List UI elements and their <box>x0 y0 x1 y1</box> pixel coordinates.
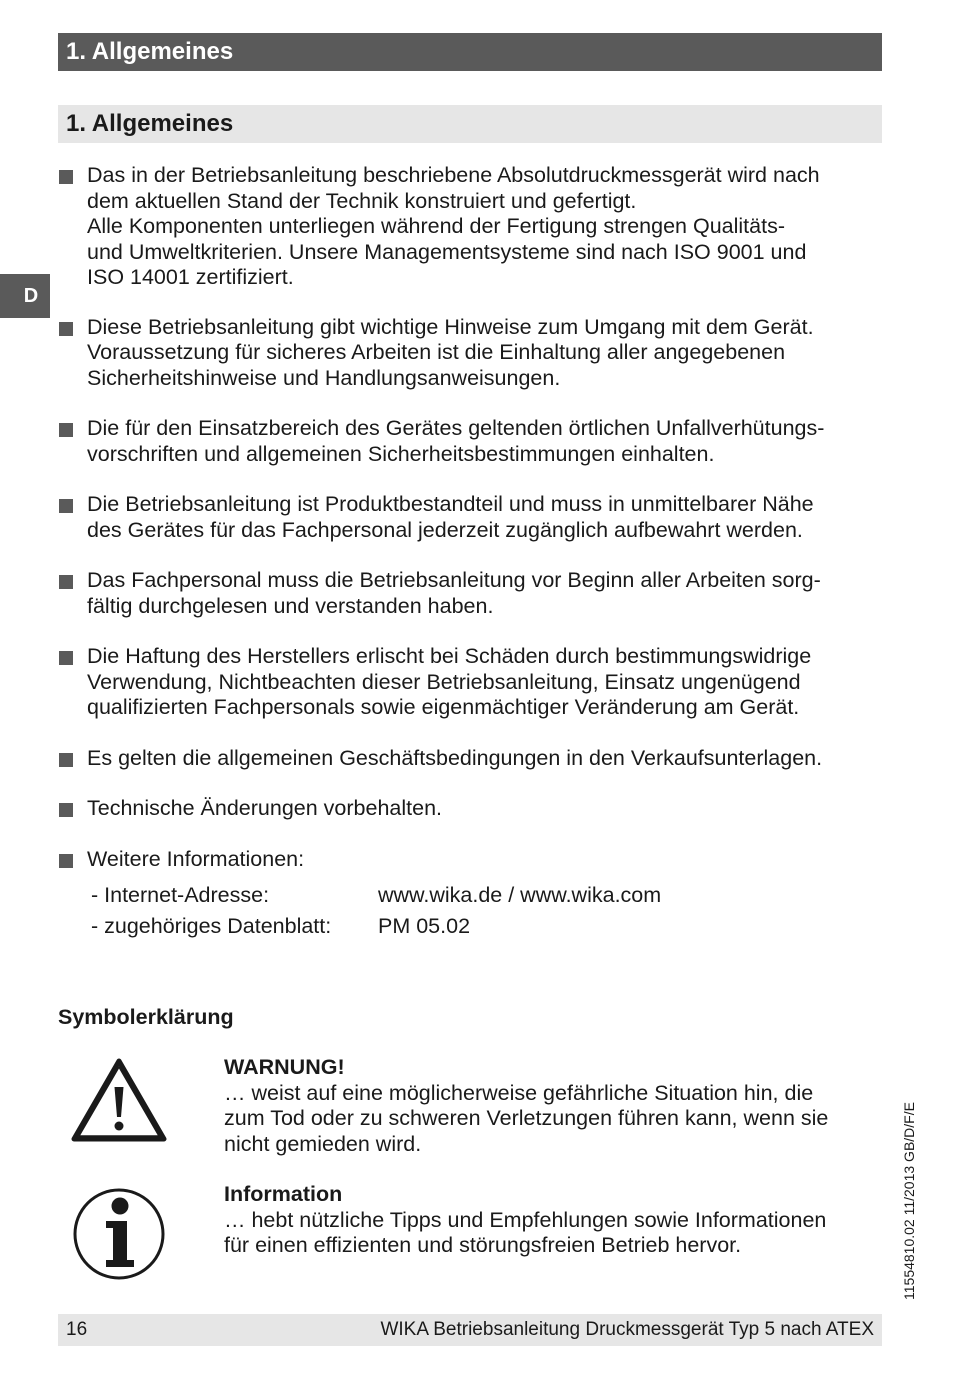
symbol-legend-title: Symbolerklärung <box>58 1005 234 1029</box>
square-bullet-icon <box>59 651 73 665</box>
square-bullet-icon <box>59 753 73 767</box>
list-item: Diese Betriebsanleitung gibt wichtige Hinweise zum Umgang mit dem Gerät. Voraussetzung für sicheres Arbeiten ist die Einhaltung aller angegebenen Sicherheitshinweise und Handlungsanweisungen. <box>58 315 882 392</box>
info-row-datasheet: - zugehöriges Datenblatt: PM 05.02 <box>87 911 882 942</box>
document-code-text: 11554810.02 11/2013 GB/D/F/E <box>901 1102 917 1300</box>
square-bullet-icon <box>59 423 73 437</box>
bullet-list <box>58 163 882 942</box>
list-item: Das in der Betriebsanleitung beschriebene Absolutdruckmessgerät wird nach dem aktuellen Stand der Technik konstruiert und gefertigt. Alle Komponenten unterliegen während der Fertigung strengen Qualitäts- und Umweltkriterien. Unsere Managementsysteme sind nach ISO 9001 und ISO 14001 zertifiziert. <box>58 163 882 291</box>
square-bullet-icon <box>59 499 73 513</box>
information-heading: Information <box>224 1182 343 1206</box>
section-header <box>58 105 882 143</box>
info-circle-icon <box>71 1186 167 1282</box>
info-row-internet: - Internet-Adresse: www.wika.de / www.wika.com <box>87 880 882 911</box>
chapter-title: 1. Allgemeines <box>66 38 234 65</box>
footer-title: WIKA Betriebsanleitung Druckmessgerät Typ 5 nach ATEX <box>380 1319 874 1340</box>
chapter-header <box>58 33 882 71</box>
list-item: Es gelten die allgemeinen Geschäftsbedingungen in den Verkaufsunterlagen. <box>58 746 882 772</box>
square-bullet-icon <box>59 322 73 336</box>
warning-description: WARNUNG! … weist auf eine möglicherweise gefährliche Situation hin, die zum Tod oder zu schweren Verletzungen führen kann, wenn sie nicht gemieden wird. <box>224 1055 884 1157</box>
list-item: Die Betriebsanleitung ist Produktbestandteil und muss in unmittelbarer Nähe des Gerätes für das Fachpersonal jederzeit zugänglich aufbewahrt werden. <box>58 492 882 543</box>
warning-triangle-icon <box>70 1057 168 1143</box>
list-item: Die Haftung des Herstellers erlischt bei Schäden durch bestimmungswidrige Verwendung, Nichtbeachten dieser Betriebsanleitung, Einsatz ungenügend qualifizierten Fachpersonals sowie eigenmächtiger Veränderung am Gerät. <box>58 644 882 721</box>
list-item: Das Fachpersonal muss die Betriebsanleitung vor Beginn aller Arbeiten sorg- fältig durchgelesen und verstanden haben. <box>58 568 882 619</box>
list-item: Die für den Einsatzbereich des Gerätes geltenden örtlichen Unfallverhütungs- vorschriften und allgemeinen Sicherheitsbestimmungen einhalten. <box>58 416 882 467</box>
page-footer <box>58 1314 882 1346</box>
square-bullet-icon <box>59 170 73 184</box>
square-bullet-icon <box>59 575 73 589</box>
information-description: Information … hebt nützliche Tipps und Empfehlungen sowie Informationen für einen effizienten und störungsfreien Betrieb hervor. <box>224 1182 884 1259</box>
section-title: 1. Allgemeines <box>66 110 234 137</box>
list-item: Technische Änderungen vorbehalten. <box>58 796 882 822</box>
internet-address: www.wika.de / www.wika.com <box>378 883 662 907</box>
square-bullet-icon <box>59 854 73 868</box>
page-number: 16 <box>66 1319 88 1340</box>
warning-heading: WARNUNG! <box>224 1055 345 1079</box>
datasheet-ref: PM 05.02 <box>378 914 471 938</box>
list-item: Weitere Informationen: - Internet-Adresse: www.wika.de / www.wika.com - zugehöriges Datenblatt: PM 05.02 <box>58 847 882 943</box>
language-tab: D <box>0 274 50 318</box>
further-info <box>87 880 882 942</box>
square-bullet-icon <box>59 803 73 817</box>
